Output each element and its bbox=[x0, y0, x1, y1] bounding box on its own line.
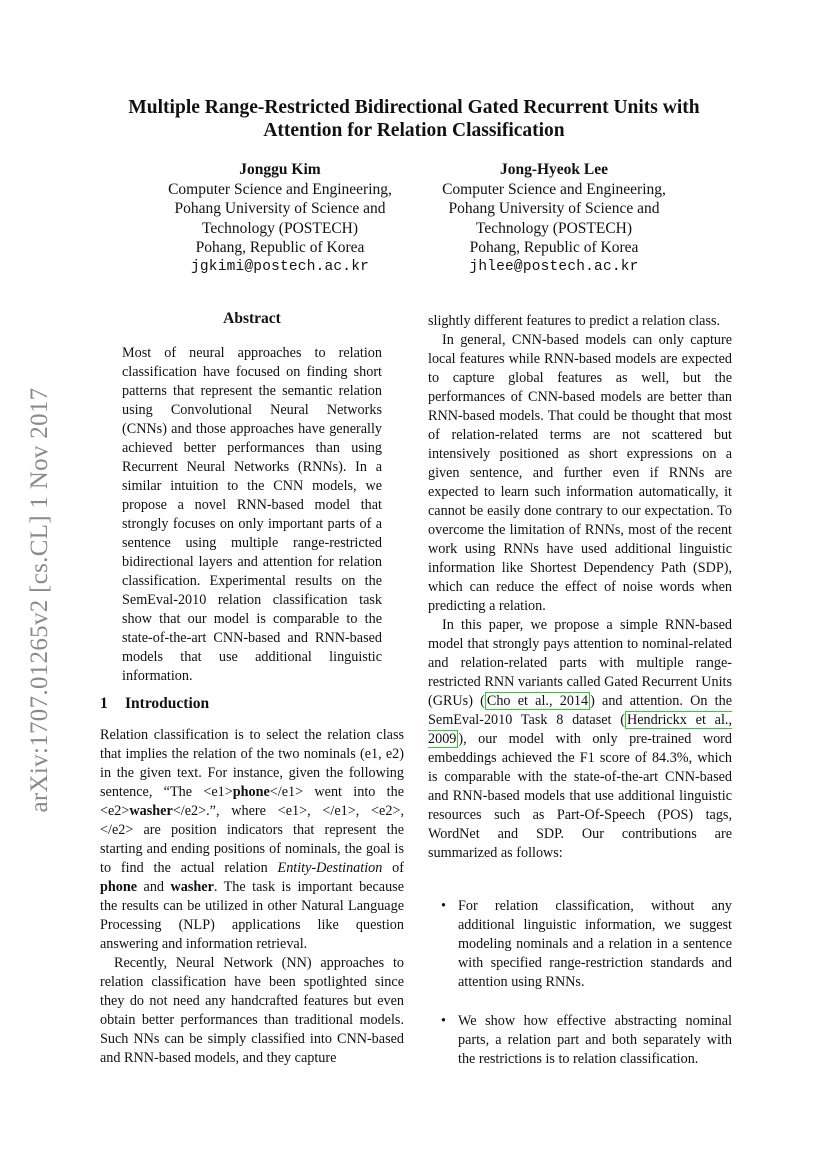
text-run: . The task is important because the results can be utilized in other Natural Language Processing (NLP) applications like question answering and information retrieval. bbox=[100, 879, 404, 952]
list-item-text: For relation classification, without any additional linguistic information, we suggest modeling nominals and a relation in a sentence with specified range-restriction standards and attention using RNNs. bbox=[458, 898, 732, 990]
bullet-icon: • bbox=[441, 1013, 446, 1029]
text-run: ), our model with only pre-trained word embeddings achieved the F1 score of 84.3%, which is comparable with the state-of-the-art CNN-based and RNN-based models that use additional linguistic resources such as Part-Of-Speech (POS) tags, WordNet and SDP. Our contributions are summarized as follows: bbox=[428, 731, 732, 861]
intro-paragraph-2: Recently, Neural Network (NN) approaches to relation classification have been spotlighted since they do not need any handcrafted features but even obtain better performances than traditional models. Such NNs can be simply classified into CNN-based and RNN-based models, and they capture bbox=[100, 955, 404, 1066]
text-run-bold: phone bbox=[100, 879, 138, 895]
text-run: </e2>.”, where <e1>, </e1>, <e2>, </e2> are position indicators that represent the starting and ending positions of nominals, the goal is to find the actual relation bbox=[100, 803, 404, 876]
author-block-1 bbox=[148, 160, 412, 277]
arxiv-margin-id bbox=[18, 360, 62, 840]
author-affiliation-line: Pohang University of Science and bbox=[448, 200, 660, 217]
author-affiliation-line: Pohang, Republic of Korea bbox=[469, 239, 639, 256]
author-name: Jong-Hyeok Lee bbox=[499, 161, 609, 178]
citation-link-cho[interactable] bbox=[485, 692, 590, 710]
abstract-body bbox=[122, 344, 382, 686]
text-run: and bbox=[137, 879, 171, 895]
paper-title bbox=[90, 96, 738, 142]
author-affiliation-line: Computer Science and Engineering, bbox=[168, 180, 392, 198]
author-email: jhlee@postech.ac.kr bbox=[469, 258, 639, 275]
section-title: Introduction bbox=[125, 695, 210, 712]
intro-paragraph-1 bbox=[100, 726, 404, 954]
author-email: jgkimi@postech.ac.kr bbox=[190, 258, 370, 275]
bullet-icon: • bbox=[441, 898, 446, 914]
text-run: </e1> went into the <e2> bbox=[100, 784, 404, 819]
intro-paragraph-5 bbox=[428, 616, 732, 863]
text-run-bold: washer bbox=[170, 879, 214, 895]
citation-author: Hendrickx et al., bbox=[626, 712, 732, 728]
introduction-heading bbox=[100, 695, 209, 713]
introduction-right-column bbox=[428, 312, 732, 863]
list-item bbox=[440, 1012, 732, 1069]
list-item bbox=[440, 897, 732, 992]
text-run: ) and attention. On the SemEval-2010 Task 8 dataset ( bbox=[428, 693, 732, 728]
citation-year: 2009 bbox=[428, 731, 457, 747]
arxiv-id-text: arXiv:1707.01265v2 [cs.CL] 1 Nov 2017 bbox=[26, 387, 53, 813]
intro-paragraph-4: In general, CNN-based models can only capture local features while RNN-based models are expected to capture global features as well, but the performances of CNN-based models are better than RNN-based models. That could be thought that most of relation-related terms are not scattered but intensively positioned as short expressions on a given sentence, and further even if RNNs are expected to learn such information automatically, it cannot be easily done contrary to our expectation. To overcome the limitation of RNNs, most of the recent work using RNNs have used additional linguistic information like Shortest Dependency Path (SDP), which can reduce the effect of noise words when predicting a relation. bbox=[428, 332, 732, 614]
author-affiliation-line: Pohang University of Science and bbox=[174, 200, 386, 217]
text-run: In this paper, we propose a simple RNN-based model that strongly pays attention to nominal-related and relation-related parts with multiple range-restricted RNN variants called Gated Recurrent Units (GRUs) ( bbox=[428, 617, 732, 709]
title-line-2: Attention for Relation Classification bbox=[263, 120, 565, 141]
author-block-2 bbox=[420, 160, 688, 277]
author-name: Jonggu Kim bbox=[239, 161, 321, 178]
text-run: of bbox=[382, 860, 404, 876]
citation-year: 2014 bbox=[559, 693, 589, 709]
author-affiliation-line: Pohang, Republic of Korea bbox=[195, 239, 365, 256]
contributions-list bbox=[440, 897, 732, 1069]
text-run-bold: phone bbox=[232, 784, 270, 800]
section-number: 1 bbox=[100, 695, 108, 712]
text-run-italic: Entity-Destination bbox=[277, 860, 383, 876]
title-line-1: Multiple Range-Restricted Bidirectional Gated Recurrent Units with bbox=[128, 97, 700, 118]
citation-author: Cho et al., bbox=[486, 693, 553, 709]
author-affiliation-line: Computer Science and Engineering, bbox=[442, 180, 666, 198]
abstract-text: Most of neural approaches to relation classification have focused on finding short patterns that represent the semantic relation using Convolutional Neural Networks (CNNs) and those approaches have generally achieved better performances than using Recurrent Neural Networks (RNNs). In a similar intuition to the CNN models, we propose a novel RNN-based model that strongly focuses on only important parts of a sentence using multiple range-restricted bidirectional layers and attention for relation classification. Experimental results on the SemEval-2010 relation classification task show that our model is comparable to the state-of-the-art CNN-based and RNN-based models that use additional linguistic information. bbox=[122, 345, 382, 684]
intro-paragraph-3: slightly different features to predict a relation class. bbox=[428, 313, 721, 329]
author-affiliation-line: Technology (POSTECH) bbox=[201, 219, 359, 237]
abstract-heading: Abstract bbox=[223, 310, 281, 327]
list-item-text: We show how effective abstracting nominal parts, a relation part and both separately with the restrictions is to relation classification. bbox=[458, 1013, 732, 1067]
text-run: Relation classification is to select the relation class that implies the relation of the two nominals (e1, e2) in the given text. For instance, given the following sentence, “The <e1> bbox=[100, 727, 404, 800]
text-run-bold: washer bbox=[129, 803, 173, 819]
author-affiliation-line: Technology (POSTECH) bbox=[475, 219, 633, 237]
introduction-left-column bbox=[100, 726, 404, 1068]
